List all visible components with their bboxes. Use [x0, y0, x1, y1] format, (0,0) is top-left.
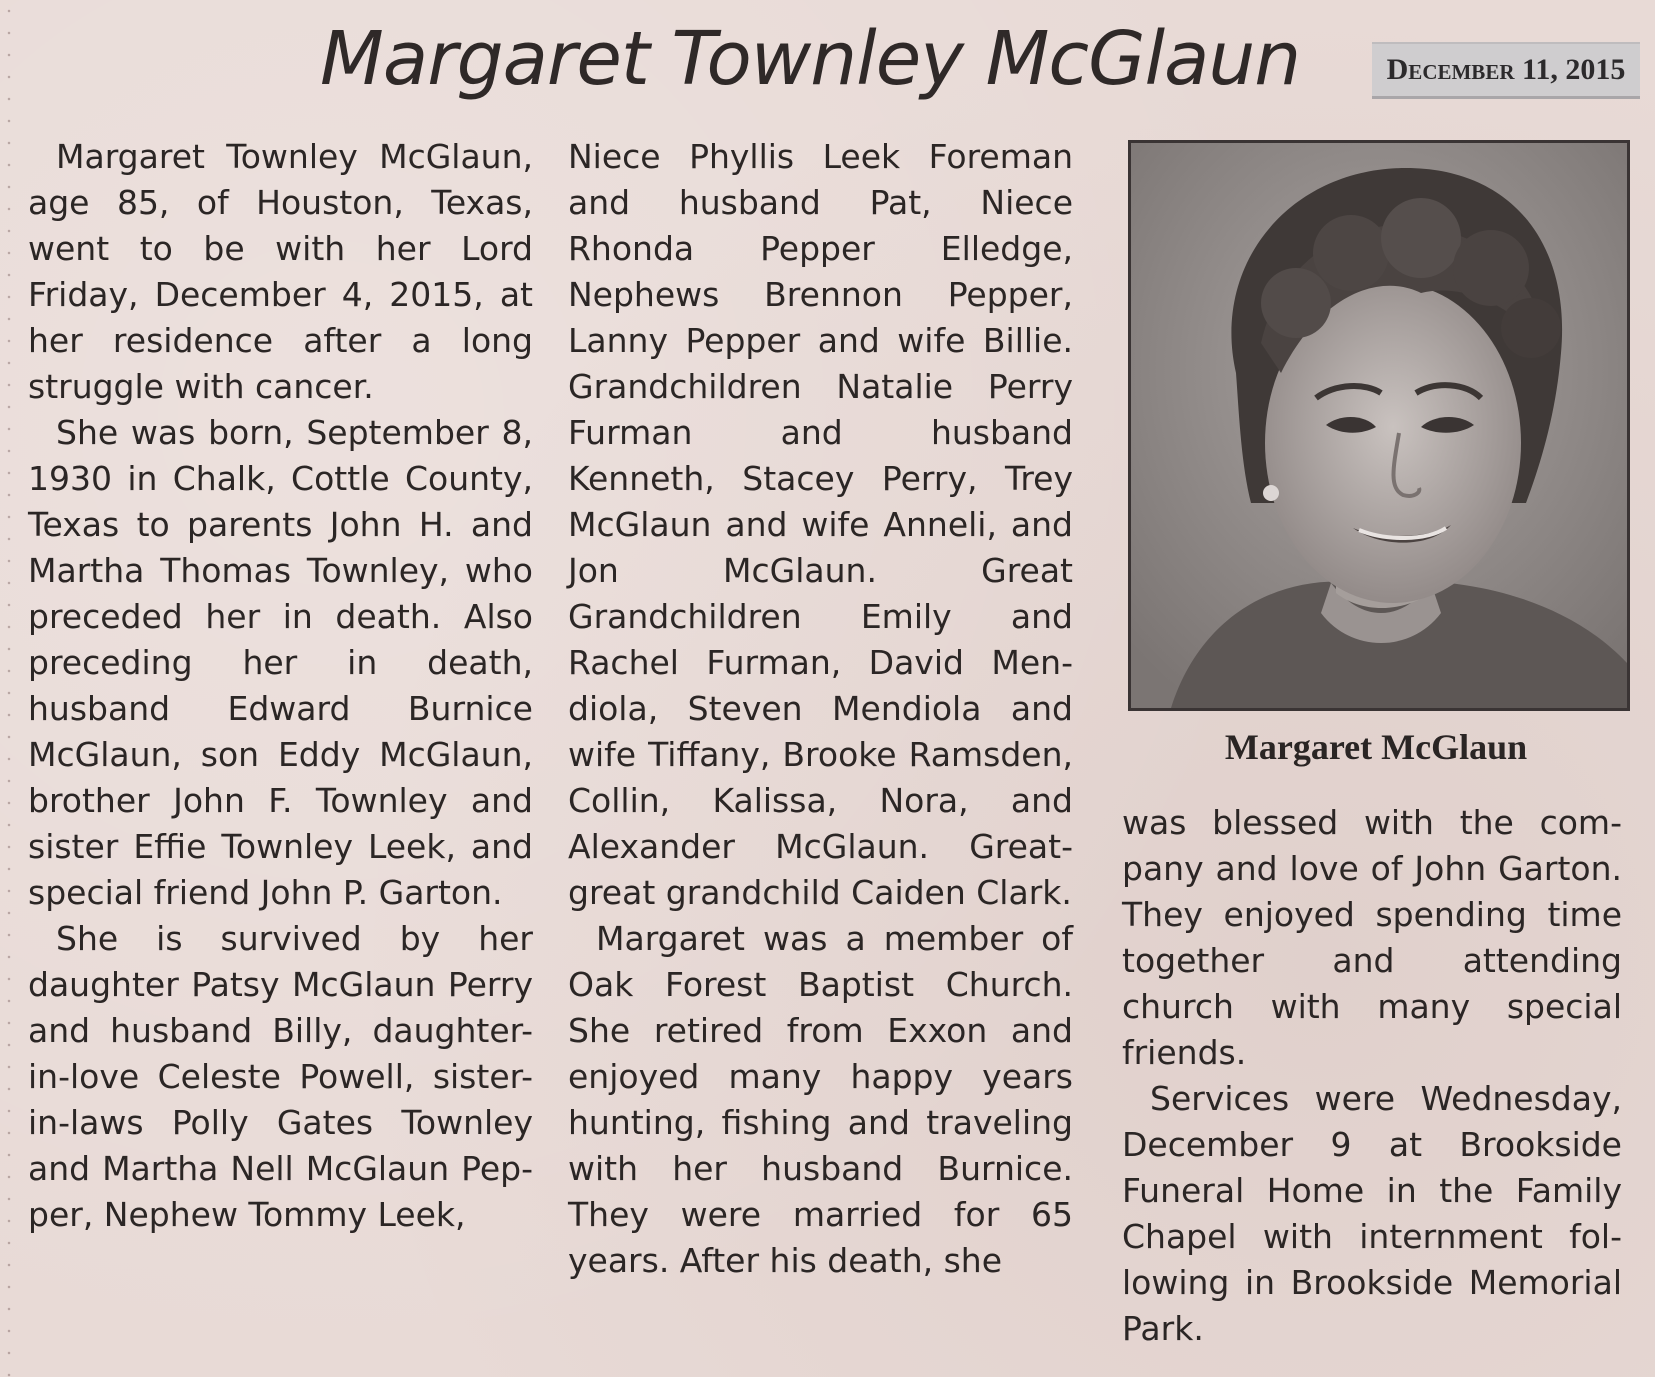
column-2-paragraph-2: Margaret was a member of Oak Forest Baptist Church. She retired from Exxon and enjoyed many happy years hunting, fishing and traveling with her husband Burnice. They were married for 65 years. After his death, she	[568, 919, 1073, 1280]
column-1	[28, 134, 533, 1238]
column-3-paragraph-2: Services were Wednesday, December 9 at Brookside Funeral Home in the Family Chapel with internment following in Brookside Memorial Park.	[1122, 1079, 1622, 1348]
page-edge-dots	[4, 0, 14, 1377]
column-2	[568, 134, 1073, 1284]
column-2-paragraph-1: Niece Phyllis Leek Foreman and husband Pat, Niece Rhonda Pepper Elledge, Nephews Brennon Pepper, Lanny Pepper and wife Billie. Grandchildren Natalie Perry Furman and husband Kenneth, Stacey Perry, Trey McGlaun and wife Anneli, and Jon McGlaun. Great Grandchildren Emily and Rachel Furman, David Mendiola, Steven Mendiola and wife Tiffany, Brooke Ramsden, Collin, Kalissa, Nora, and Alexander McGlaun. Great-great grandchild Caiden Clark.	[568, 137, 1073, 912]
date-tag: December 11, 2015	[1372, 42, 1640, 99]
portrait-photo	[1128, 140, 1630, 711]
column-1-paragraph-1: Margaret Townley McGlaun, age 85, of Houston, Texas, went to be with her Lord Friday, December 4, 2015, at her residence after a long struggle with cancer.	[28, 137, 533, 406]
column-1-paragraph-3: She is survived by her daughter Patsy McGlaun Perry and husband Billy, daughter-in-love Celeste Powell, sister-in-laws Polly Gates Townley and Martha Nell McGlaun Pepper, Nephew Tommy Leek,	[28, 919, 533, 1234]
portrait-photo-icon	[1131, 143, 1627, 708]
column-3-paragraph-1: was blessed with the company and love of John Garton. They enjoyed spending time together and attending church with many special friends.	[1122, 803, 1622, 1072]
column-1-paragraph-2: She was born, September 8, 1930 in Chalk, Cottle County, Texas to parents John H. and Martha Thomas Townley, who preceded her in death. Also preceding her in death, husband Edward Burnice McGlaun, son Eddy McGlaun, brother John F. Townley and sister Effie Townley Leek, and special friend John P. Garton.	[28, 413, 533, 912]
photo-caption: Margaret McGlaun	[1224, 727, 1528, 767]
column-3	[1122, 800, 1622, 1352]
obituary-headline: Margaret Townley McGlaun	[320, 16, 1301, 102]
